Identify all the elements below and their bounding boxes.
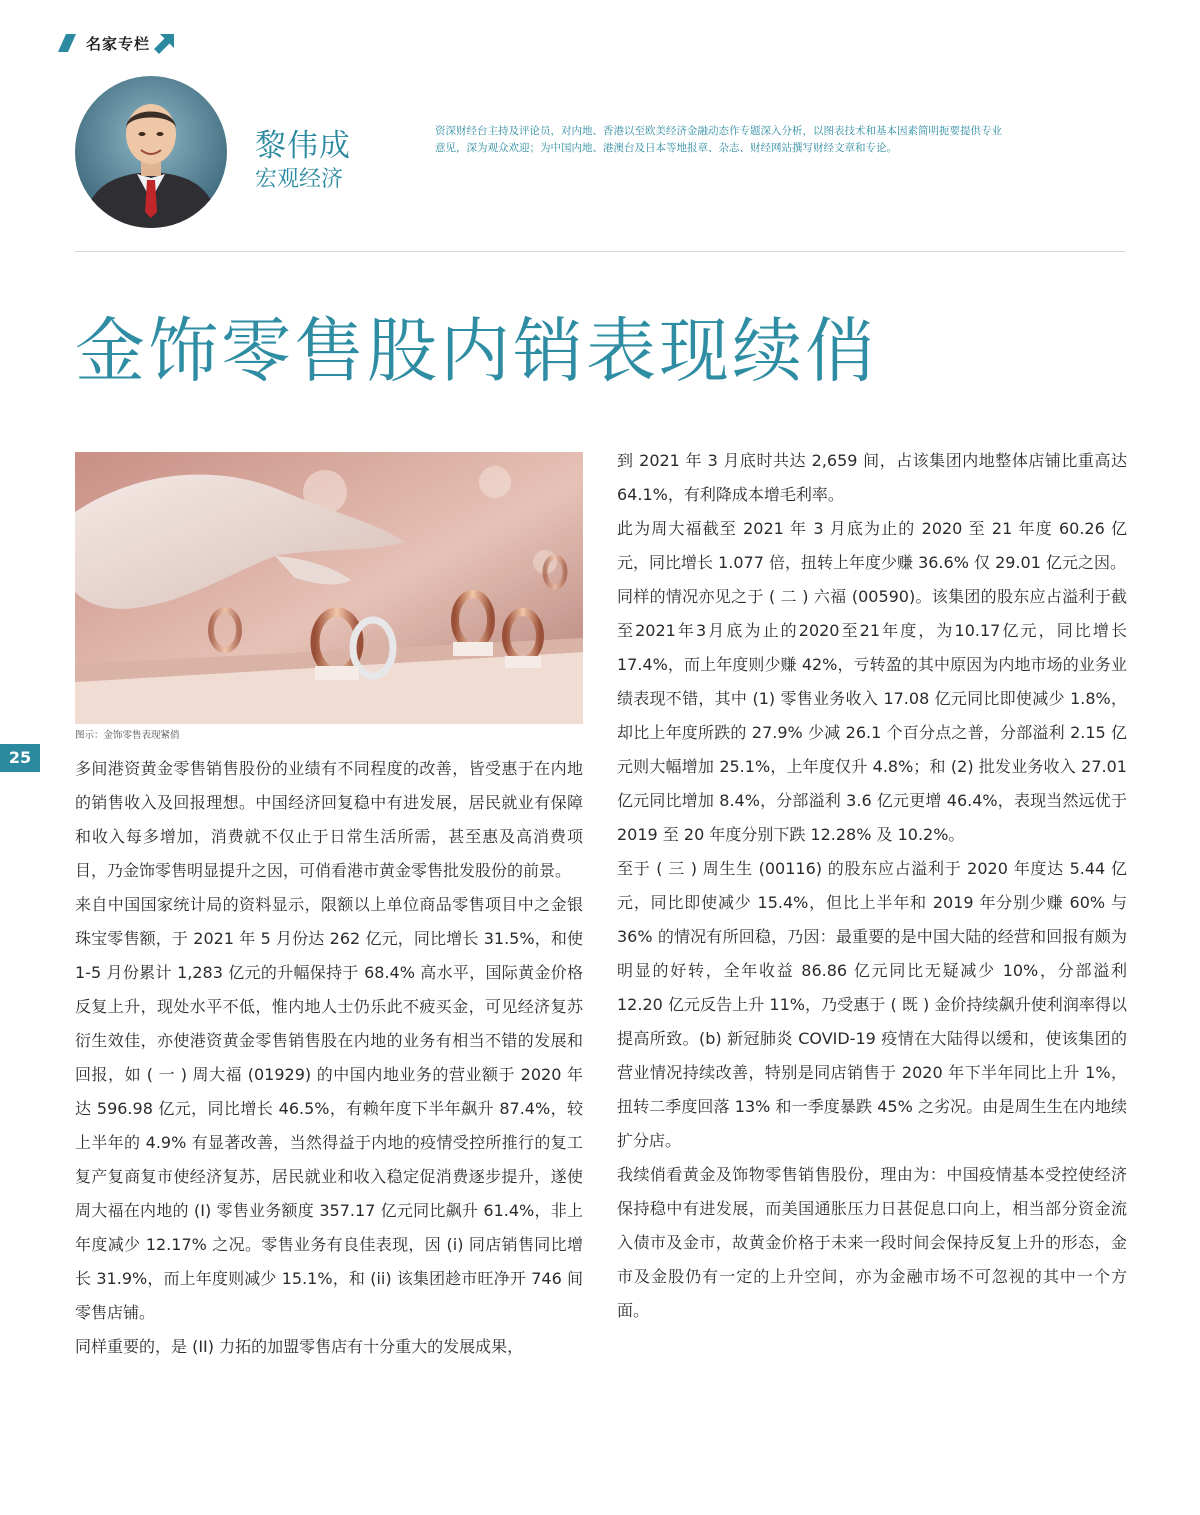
section-tag xyxy=(58,32,176,54)
header-divider xyxy=(75,251,1125,252)
photo-caption: 图示：金饰零售表现紧俏 xyxy=(75,730,180,741)
article-photo xyxy=(75,452,583,724)
author-name: 黎伟成 xyxy=(255,128,351,164)
article-paragraph: 同样重要的，是 (II) 力拓的加盟零售店有十分重大的发展成果， xyxy=(75,1337,524,1356)
author-avatar xyxy=(75,76,227,228)
author-bio: 资深财经台主持及评论员，对内地、香港以至欧美经济金融动态作专题深入分析，以图表技术和基本因素简明扼要提供专业意见，深为观众欢迎；为中国内地、港澳台及日本等地报章、杂志、财经网站撰写财经文章和专论。 xyxy=(435,125,1002,154)
article-paragraph: 至于 ( 三 ) 周生生 (00116) 的股东应占溢利于 2020 年度达 5.44 亿元，同比即使减少 15.4%，但比上半年和 2019 年分别少赚 60% 与 36% 的情况有所回稳，乃因：最重要的是中国大陆的经营和回报有颇为明显的好转，全年收益 86.86 亿元同比无疑减少 10%，分部溢利 12.20 亿元反告上升 11%，乃受惠于 ( 既 ) 金价持续飙升使利润率得以提高所致。(b) 新冠肺炎 COVID-19 疫情在大陆得以缓和，使该集团的营业情况持续改善，特别是同店销售于 2020 年下半年同比上升 1%，扭转二季度回落 13% 和一季度暴跌 45% 之劣况。由是周生生在内地续扩分店。 xyxy=(617,859,1127,1150)
up-right-arrow-icon xyxy=(154,32,176,54)
page-number: 25 xyxy=(0,744,40,772)
article-paragraph: 多间港资黄金零售销售股份的业绩有不同程度的改善，皆受惠于在内地的销售收入及回报理想。中国经济回复稳中有进发展，居民就业有保障和收入每多增加，消费就不仅止于日常生活所需，甚至惠及高消费项目，乃金饰零售明显提升之因，可俏看港市黄金零售批发股份的前景。 xyxy=(75,759,583,880)
article-headline: 金饰零售股内销表现续俏 xyxy=(75,310,878,392)
article-column-left xyxy=(75,752,583,1364)
article-paragraph: 我续俏看黄金及饰物零售销售股份，理由为：中国疫情基本受控使经济保持稳中有进发展，而美国通胀压力日甚促息口向上，相当部分资金流入债市及金市，故黄金价格于未来一段时间会保持反复上升的形态，金市及金股仍有一定的上升空间，亦为金融市场不可忽视的其中一个方面。 xyxy=(617,1165,1127,1320)
author-field: 宏观经济 xyxy=(255,167,344,192)
article-paragraph: 来自中国国家统计局的资料显示，限额以上单位商品零售项目中之金银珠宝零售额，于 2021 年 5 月份达 262 亿元，同比增长 31.5%，和使 1-5 月份累计 1,283 亿元的升幅保持于 68.4% 高水平，国际黄金价格反复上升，现处水平不低，惟内地人士仍乐此不疲买金，可见经济复苏衍生效佳，亦使港资黄金零售销售股在内地的业务有相当不错的发展和回报，如 ( 一 ) 周大福 (01929) 的中国内地业务的营业额于 2020 年达 596.98 亿元，同比增长 46.5%，有赖年度下半年飙升 87.4%，较上半年的 4.9% 有显著改善，当然得益于内地的疫情受控所推行的复工复产复商复市使经济复苏，居民就业和收入稳定促消费逐步提升，遂使周大福在内地的 (I) 零售业务额度 357.17 亿元同比飙升 61.4%，非上年度减少 12.17% 之况。零售业务有良佳表现，因 (i) 同店销售同比增长 31.9%，而上年度则减少 15.1%，和 (ii) 该集团趁市旺净开 746 间零售店铺。 xyxy=(75,895,583,1322)
slash-mark-icon xyxy=(58,33,78,53)
article-paragraph: 到 2021 年 3 月底时共达 2,659 间，占该集团内地整体店铺比重高达 64.1%，有利降成本增毛利率。 xyxy=(617,451,1127,504)
article-paragraph: 此为周大福截至 2021 年 3 月底为止的 2020 至 21 年度 60.26 亿元，同比增长 1.077 倍，扭转上年度少赚 36.6% 仅 29.01 亿元之因。 xyxy=(617,519,1127,572)
article-paragraph: 同样的情况亦见之于 ( 二 ) 六福 (00590)。该集团的股东应占溢利于截至2021年3月底为止的2020至21年度，为10.17亿元，同比增长 17.4%，而上年度则少赚 42%，亏转盈的其中原因为内地市场的业务业绩表现不错，其中 (1) 零售业务收入 17.08 亿元同比即使减少 1.8%，却比上年度所跌的 27.9% 少减 26.1 个百分点之普，分部溢利 2.15 亿元则大幅增加 25.1%，上年度仅升 4.8%；和 (2) 批发业务收入 27.01 亿元同比增加 8.4%，分部溢利 3.6 亿元更增 46.4%，表现当然远优于 2019 至 20 年度分别下跌 12.28% 及 10.2%。 xyxy=(617,587,1127,844)
section-label: 名家专栏 xyxy=(86,34,151,53)
article-column-right xyxy=(617,444,1127,1328)
